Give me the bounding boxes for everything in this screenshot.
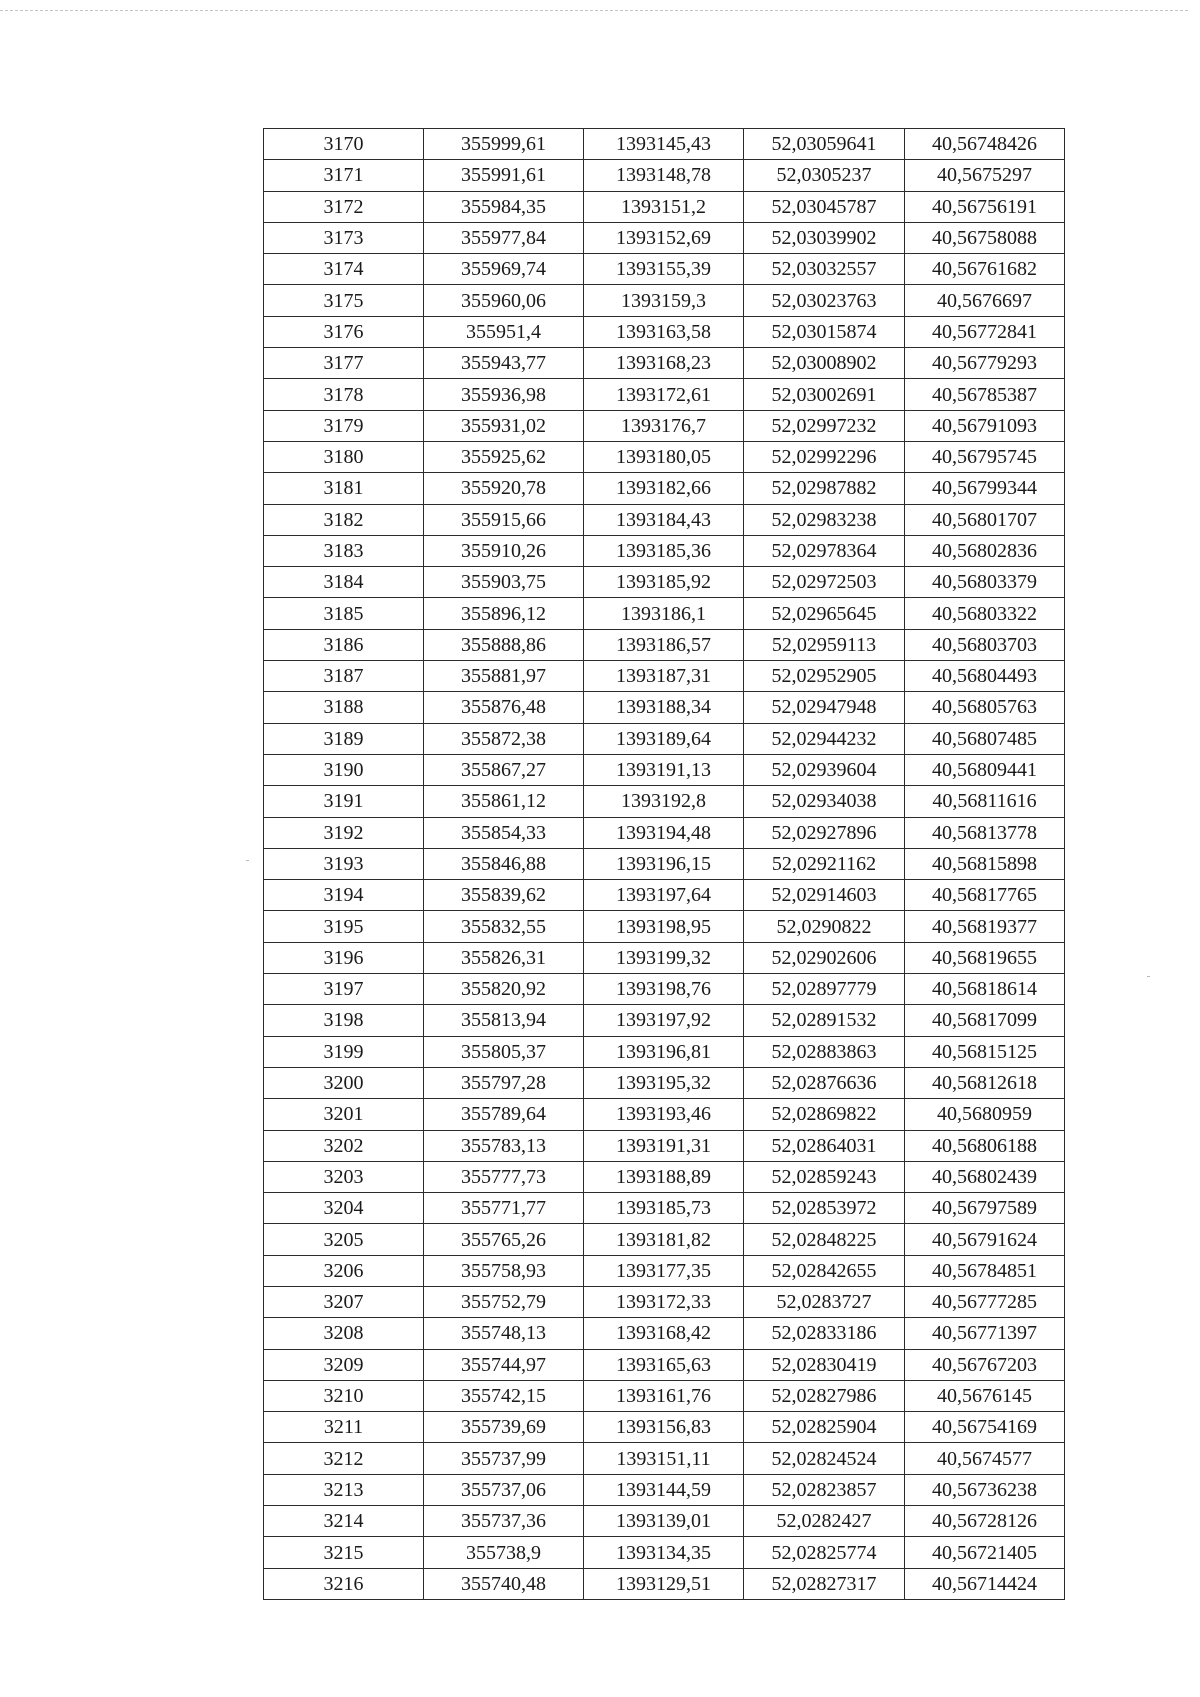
longitude-cell: 40,56803703 bbox=[905, 629, 1065, 660]
longitude-cell: 40,56736238 bbox=[905, 1474, 1065, 1505]
point-number-cell: 3214 bbox=[264, 1506, 424, 1537]
y-coordinate-cell: 1393168,42 bbox=[584, 1318, 744, 1349]
point-number-cell: 3177 bbox=[264, 348, 424, 379]
y-coordinate-cell: 1393186,57 bbox=[584, 629, 744, 660]
table-row bbox=[264, 1067, 1065, 1098]
longitude-cell: 40,5680959 bbox=[905, 1099, 1065, 1130]
x-coordinate-cell: 355839,62 bbox=[424, 880, 584, 911]
table-row bbox=[264, 1005, 1065, 1036]
longitude-cell: 40,56819655 bbox=[905, 942, 1065, 973]
point-number-cell: 3211 bbox=[264, 1412, 424, 1443]
longitude-cell: 40,56797589 bbox=[905, 1193, 1065, 1224]
table-row bbox=[264, 441, 1065, 472]
longitude-cell: 40,56756191 bbox=[905, 191, 1065, 222]
longitude-cell: 40,56805763 bbox=[905, 692, 1065, 723]
point-number-cell: 3199 bbox=[264, 1036, 424, 1067]
table-row bbox=[264, 1412, 1065, 1443]
x-coordinate-cell: 355915,66 bbox=[424, 504, 584, 535]
longitude-cell: 40,56795745 bbox=[905, 441, 1065, 472]
x-coordinate-cell: 355765,26 bbox=[424, 1224, 584, 1255]
latitude-cell: 52,02824524 bbox=[744, 1443, 905, 1474]
x-coordinate-cell: 355896,12 bbox=[424, 598, 584, 629]
table-row bbox=[264, 1443, 1065, 1474]
y-coordinate-cell: 1393198,95 bbox=[584, 911, 744, 942]
point-number-cell: 3210 bbox=[264, 1380, 424, 1411]
x-coordinate-cell: 355832,55 bbox=[424, 911, 584, 942]
table-row bbox=[264, 160, 1065, 191]
point-number-cell: 3181 bbox=[264, 473, 424, 504]
point-number-cell: 3212 bbox=[264, 1443, 424, 1474]
longitude-cell: 40,56817099 bbox=[905, 1005, 1065, 1036]
x-coordinate-cell: 355881,97 bbox=[424, 661, 584, 692]
table-row bbox=[264, 974, 1065, 1005]
point-number-cell: 3207 bbox=[264, 1286, 424, 1317]
latitude-cell: 52,02927896 bbox=[744, 817, 905, 848]
x-coordinate-cell: 355876,48 bbox=[424, 692, 584, 723]
latitude-cell: 52,02827317 bbox=[744, 1568, 905, 1599]
x-coordinate-cell: 355813,94 bbox=[424, 1005, 584, 1036]
longitude-cell: 40,56784851 bbox=[905, 1255, 1065, 1286]
y-coordinate-cell: 1393155,39 bbox=[584, 254, 744, 285]
y-coordinate-cell: 1393148,78 bbox=[584, 160, 744, 191]
point-number-cell: 3184 bbox=[264, 567, 424, 598]
y-coordinate-cell: 1393181,82 bbox=[584, 1224, 744, 1255]
latitude-cell: 52,02959113 bbox=[744, 629, 905, 660]
table-row bbox=[264, 848, 1065, 879]
table-row bbox=[264, 1099, 1065, 1130]
point-number-cell: 3201 bbox=[264, 1099, 424, 1130]
longitude-cell: 40,56806188 bbox=[905, 1130, 1065, 1161]
x-coordinate-cell: 355903,75 bbox=[424, 567, 584, 598]
latitude-cell: 52,0290822 bbox=[744, 911, 905, 942]
latitude-cell: 52,03015874 bbox=[744, 316, 905, 347]
longitude-cell: 40,56818614 bbox=[905, 974, 1065, 1005]
scan-speck bbox=[1147, 976, 1150, 977]
point-number-cell: 3179 bbox=[264, 410, 424, 441]
latitude-cell: 52,0305237 bbox=[744, 160, 905, 191]
x-coordinate-cell: 355737,99 bbox=[424, 1443, 584, 1474]
longitude-cell: 40,56748426 bbox=[905, 129, 1065, 160]
longitude-cell: 40,56754169 bbox=[905, 1412, 1065, 1443]
point-number-cell: 3206 bbox=[264, 1255, 424, 1286]
point-number-cell: 3190 bbox=[264, 754, 424, 785]
table-row bbox=[264, 880, 1065, 911]
latitude-cell: 52,02947948 bbox=[744, 692, 905, 723]
longitude-cell: 40,56761682 bbox=[905, 254, 1065, 285]
point-number-cell: 3200 bbox=[264, 1067, 424, 1098]
point-number-cell: 3170 bbox=[264, 129, 424, 160]
point-number-cell: 3189 bbox=[264, 723, 424, 754]
longitude-cell: 40,56791093 bbox=[905, 410, 1065, 441]
point-number-cell: 3180 bbox=[264, 441, 424, 472]
longitude-cell: 40,56714424 bbox=[905, 1568, 1065, 1599]
table-row bbox=[264, 129, 1065, 160]
point-number-cell: 3182 bbox=[264, 504, 424, 535]
point-number-cell: 3208 bbox=[264, 1318, 424, 1349]
table-row bbox=[264, 535, 1065, 566]
table-row bbox=[264, 285, 1065, 316]
latitude-cell: 52,02972503 bbox=[744, 567, 905, 598]
table-row bbox=[264, 1474, 1065, 1505]
table-row bbox=[264, 567, 1065, 598]
table-row bbox=[264, 911, 1065, 942]
latitude-cell: 52,02859243 bbox=[744, 1161, 905, 1192]
x-coordinate-cell: 355867,27 bbox=[424, 754, 584, 785]
latitude-cell: 52,02827986 bbox=[744, 1380, 905, 1411]
point-number-cell: 3171 bbox=[264, 160, 424, 191]
y-coordinate-cell: 1393195,32 bbox=[584, 1067, 744, 1098]
point-number-cell: 3205 bbox=[264, 1224, 424, 1255]
table-row bbox=[264, 191, 1065, 222]
y-coordinate-cell: 1393163,58 bbox=[584, 316, 744, 347]
x-coordinate-cell: 355740,48 bbox=[424, 1568, 584, 1599]
x-coordinate-cell: 355984,35 bbox=[424, 191, 584, 222]
x-coordinate-cell: 355969,74 bbox=[424, 254, 584, 285]
table-row bbox=[264, 410, 1065, 441]
point-number-cell: 3195 bbox=[264, 911, 424, 942]
x-coordinate-cell: 355872,38 bbox=[424, 723, 584, 754]
y-coordinate-cell: 1393188,89 bbox=[584, 1161, 744, 1192]
latitude-cell: 52,02842655 bbox=[744, 1255, 905, 1286]
longitude-cell: 40,56801707 bbox=[905, 504, 1065, 535]
table-row bbox=[264, 316, 1065, 347]
x-coordinate-cell: 355960,06 bbox=[424, 285, 584, 316]
point-number-cell: 3203 bbox=[264, 1161, 424, 1192]
longitude-cell: 40,56728126 bbox=[905, 1506, 1065, 1537]
y-coordinate-cell: 1393185,92 bbox=[584, 567, 744, 598]
x-coordinate-cell: 355771,77 bbox=[424, 1193, 584, 1224]
y-coordinate-cell: 1393186,1 bbox=[584, 598, 744, 629]
y-coordinate-cell: 1393188,34 bbox=[584, 692, 744, 723]
table-row bbox=[264, 504, 1065, 535]
table-row bbox=[264, 1193, 1065, 1224]
point-number-cell: 3174 bbox=[264, 254, 424, 285]
point-number-cell: 3209 bbox=[264, 1349, 424, 1380]
longitude-cell: 40,56815898 bbox=[905, 848, 1065, 879]
y-coordinate-cell: 1393151,11 bbox=[584, 1443, 744, 1474]
latitude-cell: 52,02848225 bbox=[744, 1224, 905, 1255]
latitude-cell: 52,02939604 bbox=[744, 754, 905, 785]
x-coordinate-cell: 355783,13 bbox=[424, 1130, 584, 1161]
latitude-cell: 52,03008902 bbox=[744, 348, 905, 379]
longitude-cell: 40,5676697 bbox=[905, 285, 1065, 316]
point-number-cell: 3197 bbox=[264, 974, 424, 1005]
latitude-cell: 52,03045787 bbox=[744, 191, 905, 222]
longitude-cell: 40,56813778 bbox=[905, 817, 1065, 848]
x-coordinate-cell: 355920,78 bbox=[424, 473, 584, 504]
latitude-cell: 52,03002691 bbox=[744, 379, 905, 410]
x-coordinate-cell: 355888,86 bbox=[424, 629, 584, 660]
x-coordinate-cell: 355931,02 bbox=[424, 410, 584, 441]
y-coordinate-cell: 1393165,63 bbox=[584, 1349, 744, 1380]
table-row bbox=[264, 1161, 1065, 1192]
y-coordinate-cell: 1393198,76 bbox=[584, 974, 744, 1005]
table-row bbox=[264, 1349, 1065, 1380]
longitude-cell: 40,56779293 bbox=[905, 348, 1065, 379]
x-coordinate-cell: 355789,64 bbox=[424, 1099, 584, 1130]
table-row bbox=[264, 754, 1065, 785]
y-coordinate-cell: 1393194,48 bbox=[584, 817, 744, 848]
latitude-cell: 52,02987882 bbox=[744, 473, 905, 504]
point-number-cell: 3216 bbox=[264, 1568, 424, 1599]
longitude-cell: 40,56802836 bbox=[905, 535, 1065, 566]
table-row bbox=[264, 473, 1065, 504]
longitude-cell: 40,5676145 bbox=[905, 1380, 1065, 1411]
x-coordinate-cell: 355797,28 bbox=[424, 1067, 584, 1098]
latitude-cell: 52,02944232 bbox=[744, 723, 905, 754]
x-coordinate-cell: 355936,98 bbox=[424, 379, 584, 410]
y-coordinate-cell: 1393129,51 bbox=[584, 1568, 744, 1599]
table-row bbox=[264, 817, 1065, 848]
y-coordinate-cell: 1393197,64 bbox=[584, 880, 744, 911]
longitude-cell: 40,56799344 bbox=[905, 473, 1065, 504]
point-number-cell: 3213 bbox=[264, 1474, 424, 1505]
longitude-cell: 40,5674577 bbox=[905, 1443, 1065, 1474]
y-coordinate-cell: 1393199,32 bbox=[584, 942, 744, 973]
x-coordinate-cell: 355951,4 bbox=[424, 316, 584, 347]
latitude-cell: 52,03032557 bbox=[744, 254, 905, 285]
point-number-cell: 3194 bbox=[264, 880, 424, 911]
x-coordinate-cell: 355854,33 bbox=[424, 817, 584, 848]
table-row bbox=[264, 1537, 1065, 1568]
y-coordinate-cell: 1393182,66 bbox=[584, 473, 744, 504]
y-coordinate-cell: 1393177,35 bbox=[584, 1255, 744, 1286]
latitude-cell: 52,02830419 bbox=[744, 1349, 905, 1380]
longitude-cell: 40,56817765 bbox=[905, 880, 1065, 911]
table-row bbox=[264, 1506, 1065, 1537]
y-coordinate-cell: 1393156,83 bbox=[584, 1412, 744, 1443]
latitude-cell: 52,02902606 bbox=[744, 942, 905, 973]
point-number-cell: 3178 bbox=[264, 379, 424, 410]
y-coordinate-cell: 1393180,05 bbox=[584, 441, 744, 472]
latitude-cell: 52,02914603 bbox=[744, 880, 905, 911]
latitude-cell: 52,0282427 bbox=[744, 1506, 905, 1537]
y-coordinate-cell: 1393187,31 bbox=[584, 661, 744, 692]
x-coordinate-cell: 355826,31 bbox=[424, 942, 584, 973]
point-number-cell: 3204 bbox=[264, 1193, 424, 1224]
x-coordinate-cell: 355820,92 bbox=[424, 974, 584, 1005]
longitude-cell: 40,56771397 bbox=[905, 1318, 1065, 1349]
latitude-cell: 52,02853972 bbox=[744, 1193, 905, 1224]
x-coordinate-cell: 355748,13 bbox=[424, 1318, 584, 1349]
x-coordinate-cell: 355758,93 bbox=[424, 1255, 584, 1286]
x-coordinate-cell: 355925,62 bbox=[424, 441, 584, 472]
latitude-cell: 52,02823857 bbox=[744, 1474, 905, 1505]
latitude-cell: 52,03039902 bbox=[744, 222, 905, 253]
y-coordinate-cell: 1393189,64 bbox=[584, 723, 744, 754]
point-number-cell: 3191 bbox=[264, 786, 424, 817]
table-row bbox=[264, 661, 1065, 692]
latitude-cell: 52,02934038 bbox=[744, 786, 905, 817]
longitude-cell: 40,56791624 bbox=[905, 1224, 1065, 1255]
longitude-cell: 40,5675297 bbox=[905, 160, 1065, 191]
scan-top-edge bbox=[0, 10, 1188, 11]
table-row bbox=[264, 692, 1065, 723]
y-coordinate-cell: 1393161,76 bbox=[584, 1380, 744, 1411]
x-coordinate-cell: 355752,79 bbox=[424, 1286, 584, 1317]
y-coordinate-cell: 1393196,15 bbox=[584, 848, 744, 879]
point-number-cell: 3172 bbox=[264, 191, 424, 222]
longitude-cell: 40,56772841 bbox=[905, 316, 1065, 347]
latitude-cell: 52,02997232 bbox=[744, 410, 905, 441]
y-coordinate-cell: 1393139,01 bbox=[584, 1506, 744, 1537]
table-row bbox=[264, 1224, 1065, 1255]
x-coordinate-cell: 355846,88 bbox=[424, 848, 584, 879]
longitude-cell: 40,56812618 bbox=[905, 1067, 1065, 1098]
longitude-cell: 40,56767203 bbox=[905, 1349, 1065, 1380]
longitude-cell: 40,56803322 bbox=[905, 598, 1065, 629]
table-row bbox=[264, 598, 1065, 629]
point-number-cell: 3173 bbox=[264, 222, 424, 253]
table-row bbox=[264, 786, 1065, 817]
point-number-cell: 3198 bbox=[264, 1005, 424, 1036]
latitude-cell: 52,02965645 bbox=[744, 598, 905, 629]
y-coordinate-cell: 1393185,73 bbox=[584, 1193, 744, 1224]
table-row bbox=[264, 1255, 1065, 1286]
y-coordinate-cell: 1393145,43 bbox=[584, 129, 744, 160]
table-row bbox=[264, 222, 1065, 253]
latitude-cell: 52,02825904 bbox=[744, 1412, 905, 1443]
table-row bbox=[264, 1380, 1065, 1411]
latitude-cell: 52,02833186 bbox=[744, 1318, 905, 1349]
point-number-cell: 3187 bbox=[264, 661, 424, 692]
latitude-cell: 52,0283727 bbox=[744, 1286, 905, 1317]
point-number-cell: 3215 bbox=[264, 1537, 424, 1568]
table-row bbox=[264, 1036, 1065, 1067]
x-coordinate-cell: 355805,37 bbox=[424, 1036, 584, 1067]
point-number-cell: 3193 bbox=[264, 848, 424, 879]
table-row bbox=[264, 254, 1065, 285]
x-coordinate-cell: 355738,9 bbox=[424, 1537, 584, 1568]
table-row bbox=[264, 942, 1065, 973]
longitude-cell: 40,56811616 bbox=[905, 786, 1065, 817]
coordinates-table bbox=[263, 128, 1065, 1600]
latitude-cell: 52,02876636 bbox=[744, 1067, 905, 1098]
latitude-cell: 52,02952905 bbox=[744, 661, 905, 692]
longitude-cell: 40,56804493 bbox=[905, 661, 1065, 692]
y-coordinate-cell: 1393176,7 bbox=[584, 410, 744, 441]
point-number-cell: 3196 bbox=[264, 942, 424, 973]
latitude-cell: 52,02978364 bbox=[744, 535, 905, 566]
x-coordinate-cell: 355744,97 bbox=[424, 1349, 584, 1380]
x-coordinate-cell: 355742,15 bbox=[424, 1380, 584, 1411]
point-number-cell: 3176 bbox=[264, 316, 424, 347]
y-coordinate-cell: 1393197,92 bbox=[584, 1005, 744, 1036]
y-coordinate-cell: 1393152,69 bbox=[584, 222, 744, 253]
y-coordinate-cell: 1393159,3 bbox=[584, 285, 744, 316]
point-number-cell: 3175 bbox=[264, 285, 424, 316]
y-coordinate-cell: 1393172,61 bbox=[584, 379, 744, 410]
latitude-cell: 52,02864031 bbox=[744, 1130, 905, 1161]
y-coordinate-cell: 1393191,31 bbox=[584, 1130, 744, 1161]
table-row bbox=[264, 723, 1065, 754]
point-number-cell: 3188 bbox=[264, 692, 424, 723]
latitude-cell: 52,02869822 bbox=[744, 1099, 905, 1130]
table-row bbox=[264, 379, 1065, 410]
longitude-cell: 40,56777285 bbox=[905, 1286, 1065, 1317]
longitude-cell: 40,56819377 bbox=[905, 911, 1065, 942]
y-coordinate-cell: 1393144,59 bbox=[584, 1474, 744, 1505]
scan-speck bbox=[246, 860, 249, 861]
table-row bbox=[264, 629, 1065, 660]
table-row bbox=[264, 1286, 1065, 1317]
x-coordinate-cell: 355910,26 bbox=[424, 535, 584, 566]
x-coordinate-cell: 355943,77 bbox=[424, 348, 584, 379]
longitude-cell: 40,56721405 bbox=[905, 1537, 1065, 1568]
latitude-cell: 52,02883863 bbox=[744, 1036, 905, 1067]
y-coordinate-cell: 1393184,43 bbox=[584, 504, 744, 535]
latitude-cell: 52,03059641 bbox=[744, 129, 905, 160]
longitude-cell: 40,56758088 bbox=[905, 222, 1065, 253]
x-coordinate-cell: 355861,12 bbox=[424, 786, 584, 817]
latitude-cell: 52,03023763 bbox=[744, 285, 905, 316]
point-number-cell: 3186 bbox=[264, 629, 424, 660]
latitude-cell: 52,02983238 bbox=[744, 504, 905, 535]
point-number-cell: 3192 bbox=[264, 817, 424, 848]
y-coordinate-cell: 1393193,46 bbox=[584, 1099, 744, 1130]
table-row bbox=[264, 1130, 1065, 1161]
longitude-cell: 40,56802439 bbox=[905, 1161, 1065, 1192]
point-number-cell: 3183 bbox=[264, 535, 424, 566]
coordinates-table-body bbox=[264, 129, 1065, 1600]
table-row bbox=[264, 348, 1065, 379]
x-coordinate-cell: 355739,69 bbox=[424, 1412, 584, 1443]
y-coordinate-cell: 1393168,23 bbox=[584, 348, 744, 379]
x-coordinate-cell: 355777,73 bbox=[424, 1161, 584, 1192]
point-number-cell: 3185 bbox=[264, 598, 424, 629]
longitude-cell: 40,56803379 bbox=[905, 567, 1065, 598]
y-coordinate-cell: 1393134,35 bbox=[584, 1537, 744, 1568]
x-coordinate-cell: 355977,84 bbox=[424, 222, 584, 253]
latitude-cell: 52,02891532 bbox=[744, 1005, 905, 1036]
table-row bbox=[264, 1568, 1065, 1599]
longitude-cell: 40,56785387 bbox=[905, 379, 1065, 410]
longitude-cell: 40,56809441 bbox=[905, 754, 1065, 785]
latitude-cell: 52,02921162 bbox=[744, 848, 905, 879]
x-coordinate-cell: 355737,36 bbox=[424, 1506, 584, 1537]
latitude-cell: 52,02897779 bbox=[744, 974, 905, 1005]
table-row bbox=[264, 1318, 1065, 1349]
longitude-cell: 40,56807485 bbox=[905, 723, 1065, 754]
x-coordinate-cell: 355737,06 bbox=[424, 1474, 584, 1505]
y-coordinate-cell: 1393172,33 bbox=[584, 1286, 744, 1317]
y-coordinate-cell: 1393192,8 bbox=[584, 786, 744, 817]
x-coordinate-cell: 355991,61 bbox=[424, 160, 584, 191]
x-coordinate-cell: 355999,61 bbox=[424, 129, 584, 160]
longitude-cell: 40,56815125 bbox=[905, 1036, 1065, 1067]
latitude-cell: 52,02992296 bbox=[744, 441, 905, 472]
latitude-cell: 52,02825774 bbox=[744, 1537, 905, 1568]
point-number-cell: 3202 bbox=[264, 1130, 424, 1161]
y-coordinate-cell: 1393196,81 bbox=[584, 1036, 744, 1067]
y-coordinate-cell: 1393185,36 bbox=[584, 535, 744, 566]
y-coordinate-cell: 1393191,13 bbox=[584, 754, 744, 785]
y-coordinate-cell: 1393151,2 bbox=[584, 191, 744, 222]
